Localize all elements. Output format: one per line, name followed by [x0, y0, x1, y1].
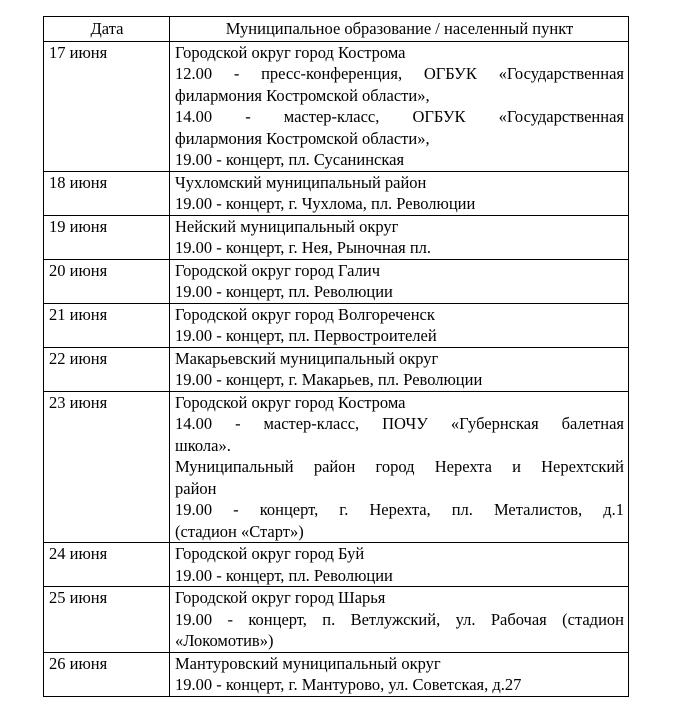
row-line: Городской округ город Кострома [175, 392, 406, 412]
table-row [44, 303, 629, 347]
row-place [170, 652, 629, 696]
row-line: 19.00 - концерт, г. Мантурово, ул. Советская, д.27 [175, 675, 522, 694]
row-line: 19.00 - концерт, пл. Первостроителей [175, 326, 437, 345]
table-row [44, 171, 629, 215]
table-row [44, 391, 629, 543]
table-row [44, 259, 629, 303]
row-date: 17 июня [44, 41, 170, 171]
row-line: 19.00 - концерт, г. Чухлома, пл. Революции [175, 194, 476, 213]
header-place: Муниципальное образование / населенный пункт [170, 17, 629, 42]
row-line: филармония Костромской области», [175, 128, 430, 148]
row-line: Муниципальный район город Нерехта и Нерехтский [175, 457, 624, 476]
row-line: филармония Костромской области», [175, 85, 430, 105]
table-row [44, 347, 629, 391]
row-place [170, 347, 629, 391]
row-line: 14.00 - мастер-класс, ПОЧУ «Губернская балетная [175, 414, 624, 433]
table-header-row [44, 17, 629, 42]
row-line: 19.00 - концерт, г. Нерехта, пл. Металистов, д.1 [175, 500, 624, 519]
row-line: 12.00 - пресс-конференция, ОГБУК «Государственная [175, 64, 624, 83]
row-line: Городской округ город Волгореченск [175, 304, 435, 324]
row-place [170, 259, 629, 303]
schedule-table [43, 16, 629, 697]
row-line: Чухломский муниципальный район [175, 172, 427, 192]
table-row [44, 215, 629, 259]
row-line: 19.00 - концерт, п. Ветлужский, ул. Рабочая (стадион [175, 609, 624, 629]
row-place [170, 171, 629, 215]
row-line: Макарьевский муниципальный округ [175, 348, 439, 368]
row-line: «Локомотив») [175, 631, 274, 650]
row-place [170, 543, 629, 587]
row-line: Городской округ город Галич [175, 260, 381, 280]
row-place [170, 303, 629, 347]
row-date: 19 июня [44, 215, 170, 259]
row-line: (стадион «Старт») [175, 521, 304, 541]
row-date: 23 июня [44, 391, 170, 543]
row-line: Мантуровский муниципальный округ [175, 653, 441, 673]
row-line: Городской округ город Кострома [175, 42, 406, 62]
row-place [170, 587, 629, 653]
row-line: 19.00 - концерт, пл. Революции [175, 282, 393, 301]
row-date: 24 июня [44, 543, 170, 587]
row-date: 18 июня [44, 171, 170, 215]
row-place [170, 215, 629, 259]
row-line: 19.00 - концерт, пл. Сусанинская [175, 150, 405, 169]
table-row [44, 41, 629, 171]
row-date: 25 июня [44, 587, 170, 653]
row-line: школа». [175, 435, 231, 455]
row-place [170, 41, 629, 171]
row-line: 14.00 - мастер-класс, ОГБУК «Государственная [175, 107, 624, 126]
row-line: Городской округ город Буй [175, 544, 365, 563]
row-place [170, 391, 629, 543]
row-date: 21 июня [44, 303, 170, 347]
row-date: 26 июня [44, 652, 170, 696]
row-line: район [175, 478, 217, 498]
row-line: 19.00 - концерт, пл. Революции [175, 565, 393, 585]
row-date: 22 июня [44, 347, 170, 391]
table-row [44, 587, 629, 653]
row-line: Городской округ город Шарья [175, 588, 386, 607]
row-line: Нейский муниципальный округ [175, 216, 399, 236]
row-date: 20 июня [44, 259, 170, 303]
table-row [44, 543, 629, 587]
table-row [44, 652, 629, 696]
row-line: 19.00 - концерт, г. Нея, Рыночная пл. [175, 238, 432, 257]
row-line: 19.00 - концерт, г. Макарьев, пл. Революции [175, 370, 483, 389]
table-body [44, 41, 629, 696]
header-date: Дата [44, 17, 170, 42]
